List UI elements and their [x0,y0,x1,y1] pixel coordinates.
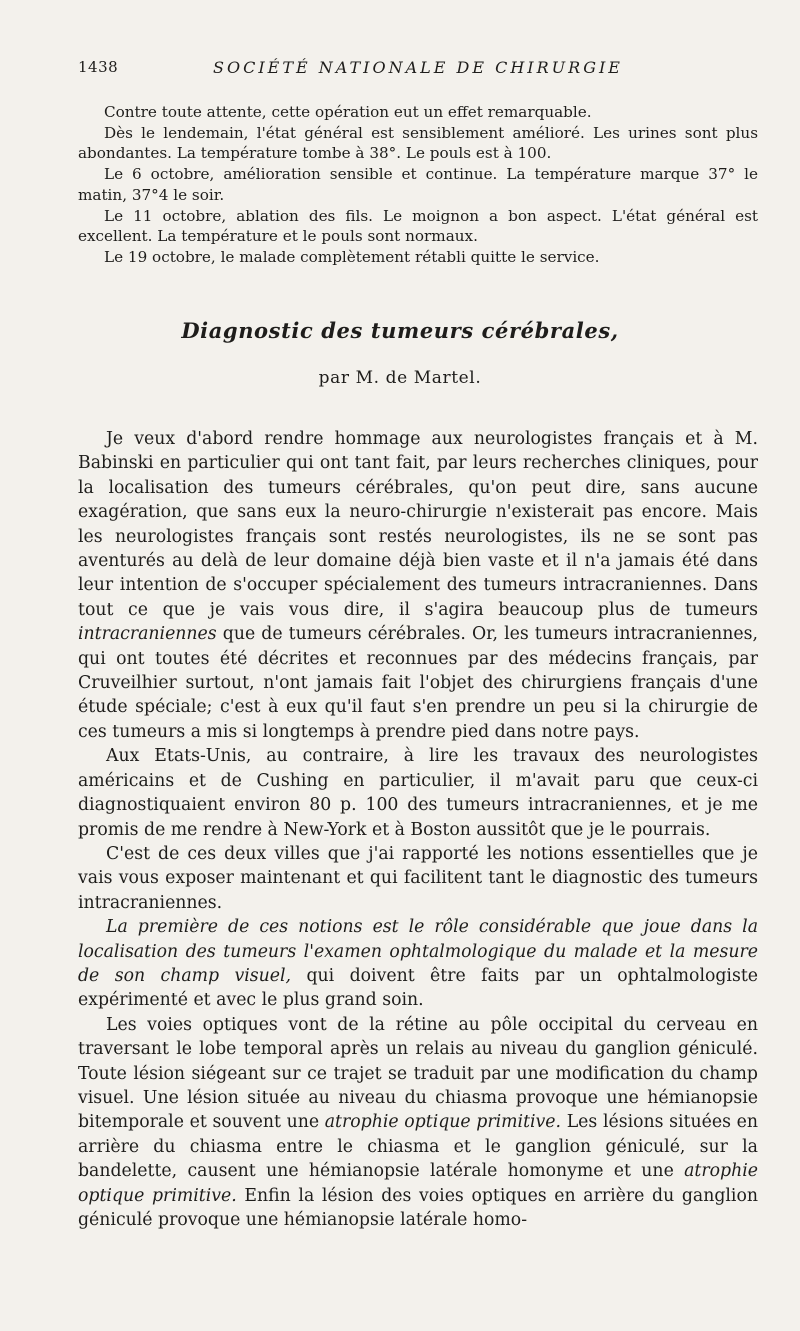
page-number: 1438 [78,58,119,76]
page-header [78,58,758,80]
article-title: Diagnostic des tumeurs cérébrales, [181,318,619,343]
paragraph-2: Aux Etats-Unis, au contraire, à lire les travaux des neurologistes américains et de Cushing en particulier, il m'avait paru que ceux-ci diagnostiquaient environ 80 p. 100 des tumeurs intracraniennes, et je me promis de me rendre à New-York et à Boston aussitôt que je le pourrais. [78,746,758,840]
text-span: qui doivent être faits par un ophtalmologiste expérimenté et avec le plus grand soin. [78,965,758,1011]
text-span: que de tumeurs cérébrales. Or, les tumeurs intracraniennes, qui ont toutes été décrites et reconnues par des médecins français, par Cruveilhier surtout, n'ont jamais fait l'objet des chirurgiens français d'une étude spéciale; c'est à eux qu'il faut s'en prendre un peu si la chirurgie de ces tumeurs a mis si longtemps à prendre pied dans notre pays. [78,624,758,742]
preceding-case-report [78,102,758,268]
paragraph-3: C'est de ces deux villes que j'ai rapporté les notions essentielles que je vais vous exposer maintenant et qui facilitent tant le diagnostic des tumeurs intracraniennes. [78,843,758,913]
case-line: Le 19 octobre, le malade complètement rétabli quitte le service. [104,247,600,266]
paragraph-1 [78,427,758,744]
italic-span: intracraniennes [78,624,217,645]
article-author: par M. de Martel. [318,368,482,388]
text-span: Je veux d'abord rendre hommage aux neurologistes français et à M. Babinski en particulier qui ont tant fait, par leurs recherches cliniques, pour la localisation des tumeurs cérébrales, qu'on peut dire, sans aucune exagération, que sans eux la neuro-chirurgie n'existerait pas encore. Mais les neurologistes français sont restés neurologistes, ils ne se sont pas aventurés au delà de leur domaine déjà bien vaste et il n'a jamais été dans leur intention de s'occuper spécialement des tumeurs intracraniennes. Dans tout ce que je vais vous dire, il s'agira beaucoup plus de tumeurs [78,429,758,620]
case-line: Le 11 octobre, ablation des fils. Le moignon a bon aspect. L'état général est excellent. La température et le pouls sont normaux. [78,206,758,246]
case-line: Dès le lendemain, l'état général est sensiblement amélioré. Les urines sont plus abondantes. La température tombe à 38°. Le pouls est à 100. [78,123,758,163]
paragraph-4 [78,915,758,1013]
case-line: Le 6 octobre, amélioration sensible et continue. La température marque 37° le matin, 37°4 le soir. [78,165,758,204]
italic-span: La première de ces notions est le rôle considérable que joue dans la localisation des tumeurs l'examen ophtalmologique du malade et la mesure de son champ visuel, [78,917,758,986]
text-span: Enfin la lésion des voies optiques en arrière du ganglion géniculé provoque une hémianopsie latérale homo- [78,1185,758,1230]
article-body [78,427,758,1232]
paragraph-5 [78,1013,758,1233]
italic-span: atrophie optique primitive. [324,1112,562,1133]
running-title: SOCIÉTÉ NATIONALE DE CHIRURGIE [213,58,623,77]
italic-span: atrophie optique primitive. [78,1161,758,1206]
case-line: Contre toute attente, cette opération eut un effet remarquable. [104,103,592,121]
text-span: Les lésions situées en arrière du chiasma entre le chiasma et le ganglion géniculé, sur la bandelette, causent une hémianopsie latérale homonyme et une [78,1112,758,1182]
text-span: Les voies optiques vont de la rétine au pôle occipital du cerveau en traversant le lobe temporal après un relais au niveau du ganglion géniculé. Toute lésion siégeant sur ce trajet se traduit par une modification du champ visuel. Une lésion située au niveau du chiasma provoque une hémianopsie bitemporale et souvent une [78,1014,758,1133]
